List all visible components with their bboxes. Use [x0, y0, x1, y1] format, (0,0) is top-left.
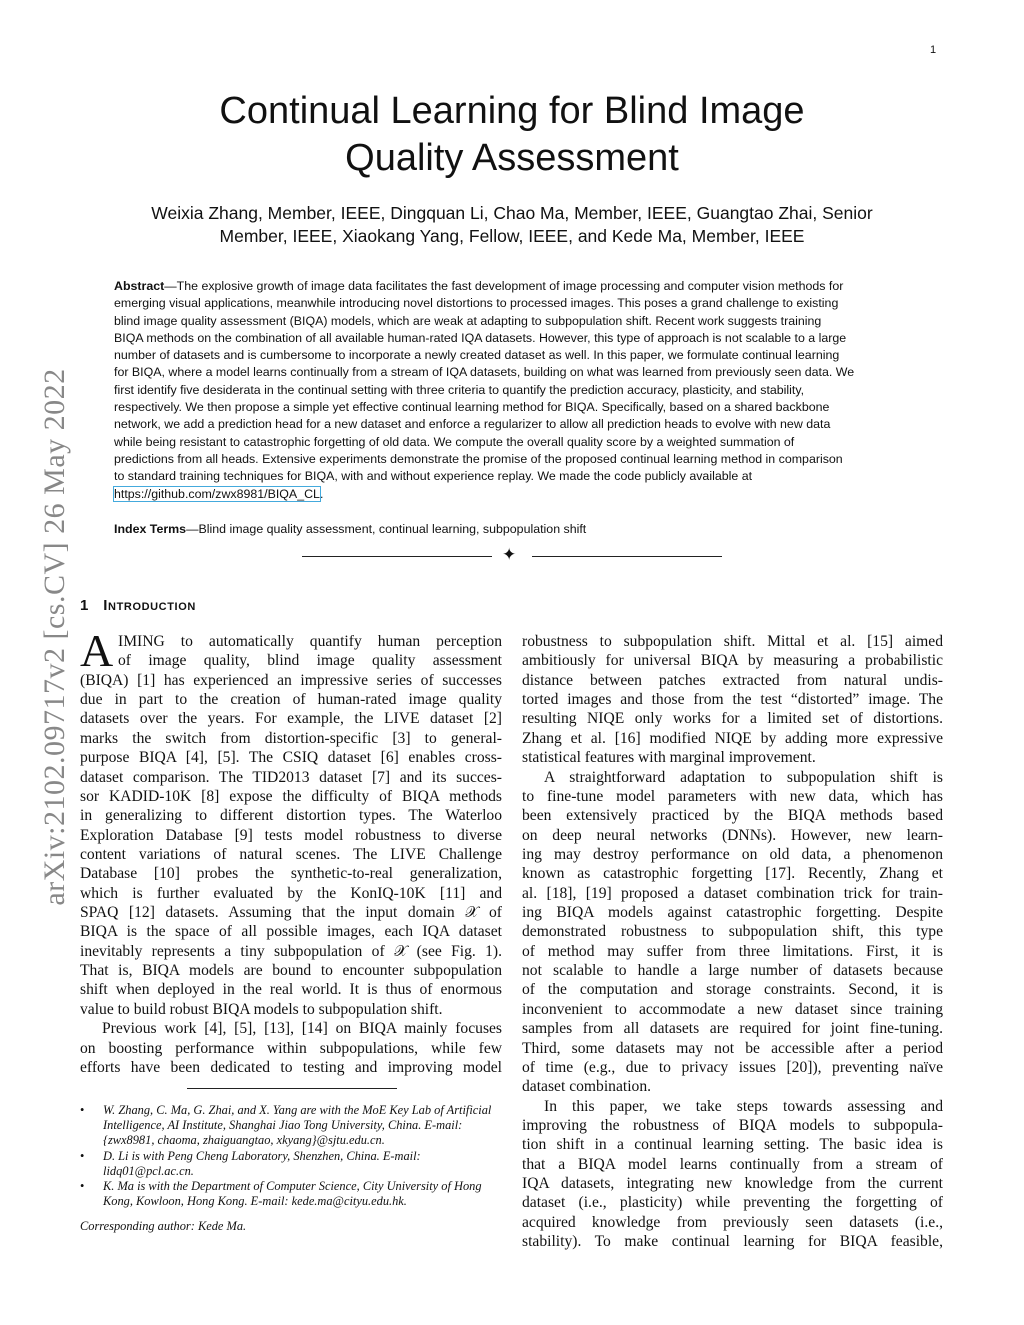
text-line: statistical features with marginal improvement. [522, 749, 816, 767]
text-line: not scalable to handle a large number of datasets because [522, 962, 943, 980]
text-line: Database [10] probes the synthetic-to-real generalization, [80, 865, 502, 883]
text-line: on boosting performance within subpopulations, while few [80, 1039, 502, 1057]
footnote-text: W. Zhang, C. Ma, G. Zhai, and X. Yang are with the MoE Key Lab of Artificial Intelligence, AI Institute, Shanghai Jiao Tong University, China. E-mail: {zwx8981, chaoma, zhaiguangtao, xkyang}@sjtu.edu.cn. [103, 1103, 492, 1148]
text-line: SPAQ [12] datasets. Assuming that the input domain 𝒳 of [80, 904, 502, 922]
footnote-text: K. Ma is with the Department of Computer Science, City University of Hong Kong, Kowloon, Hong Kong. E-mail: kede.ma@cityu.edu.hk. [103, 1179, 482, 1209]
text-line: inconvenient to accommodate a new dataset since training [522, 1000, 943, 1018]
text-line: efforts have been dedicated to testing and improving model [80, 1058, 502, 1076]
text-line: which is further evaluated by the KonIQ-10K [11] and [80, 884, 502, 902]
text-line: marks the switch from distortion-specific [3] to general- [80, 729, 502, 747]
index-terms-label: Index Terms [114, 522, 187, 536]
section-number: 1 [80, 597, 89, 614]
paper-title [100, 88, 924, 182]
text-line: on deep neural networks (DNNs). However, new learn- [522, 826, 943, 844]
abstract-line [114, 486, 914, 503]
abstract-line [114, 330, 914, 347]
abstract-text: blind image quality assessment (BIQA) models, which are weak at adapting to subpopulation shift. Recent work suggests training [114, 313, 822, 328]
abstract-text: while being resistant to catastrophic forgetting of old data. We compute the overall quality score by a weighted summation of [114, 434, 795, 449]
abstract [114, 278, 914, 503]
footnote-rule [187, 1088, 397, 1089]
abstract-line [114, 313, 914, 330]
divider-line [532, 556, 722, 557]
text-line: value to build robust BIQA models to subpopulation shift. [80, 1000, 443, 1018]
abstract-label: Abstract [114, 279, 165, 293]
text-line: IQA datasets, integrating new knowledge from the current [522, 1175, 943, 1193]
abstract-text: for BIQA, where a model learns continually from a stream of IQA datasets, building on what was learned from previously seen data. We [114, 365, 855, 380]
divider-line [302, 556, 492, 557]
text-line: dataset combination. [522, 1078, 652, 1096]
bullet-icon: • [80, 1148, 85, 1163]
text-line: (BIQA) [1] has experienced an impressive series of successes [80, 671, 502, 689]
text-line: sor KADID-10K [8] expose the difficulty of BIQA methods [80, 787, 502, 805]
text-line: al. [18], [19] proposed a dataset combination trick for train- [522, 884, 943, 902]
text-line: robustness to subpopulation shift. Mittal et al. [15] aimed [522, 633, 943, 650]
abstract-line [114, 399, 914, 416]
abstract-line [114, 364, 914, 381]
text-line: of method may suffer from three limitations. First, it is [522, 942, 943, 960]
text-line: ambitiously for universal BIQA by measuring a probabilistic [522, 652, 943, 670]
left-column [80, 632, 502, 1077]
footnote-text: D. Li is with Peng Cheng Laboratory, Shenzhen, China. E-mail: lidq01@pcl.ac.cn. [103, 1148, 421, 1178]
right-column [522, 632, 943, 1252]
abstract-line [114, 451, 914, 468]
abstract-text: —The explosive growth of image data facilitates the fast development of image processing and computer vision methods for [164, 279, 844, 293]
text-line: shift when deployed in the real world. It is thus of enormous [80, 981, 502, 999]
abstract-line [114, 347, 914, 364]
text-line: inevitably represents a tiny subpopulation of 𝒳 (see Fig. 1). [80, 942, 502, 960]
footnote-item [80, 1149, 505, 1179]
bullet-icon: • [80, 1103, 85, 1117]
text-line: datasets over the years. For example, the LIVE dataset [2] [80, 710, 502, 728]
text-line: Exploration Database [9] tests model robustness to diverse [80, 826, 502, 844]
text-line: of time (e.g., due to privacy issues [20]), preventing naïve [522, 1058, 943, 1076]
text-line: of the computation and storage constraints. Second, it is [522, 981, 943, 999]
text-line: ing may destroy performance on old data, a phenomenon [522, 845, 943, 863]
text-line: of image quality, blind image quality assessment [118, 652, 502, 670]
text-line: to fine-tune model parameters with new data, which has [522, 787, 943, 805]
text-line: In this paper, we take steps towards assessing and [544, 1097, 943, 1115]
abstract-text: network, we add a prediction head for a new dataset and enforce a regularizer to allow all prediction heads to evolve with new data [114, 417, 831, 432]
abstract-text: respectively. We then propose a simple yet effective continual learning method for BIQA. Specifically, based on a shared backbone [114, 400, 830, 415]
author-line: Member, IEEE, Xiaokang Yang, Fellow, IEEE, and Kede Ma, Member, IEEE [219, 226, 805, 246]
text-line: dataset (i.e., plasticity) while preventing the forgetting of [522, 1194, 943, 1212]
text-line: content variations of natural scenes. The LIVE Challenge [80, 845, 502, 863]
abstract-text: first identify five desiderata in the continual setting with three criteria to quantify the prediction accuracy, plasticity, and stability, [114, 382, 805, 397]
text-line: known as catastrophic forgetting [17]. Recently, Zhang et [522, 865, 943, 883]
title-line: Quality Assessment [345, 137, 679, 179]
abstract-line [114, 382, 914, 399]
text-line: Third, some datasets may not be accessible after a period [522, 1039, 943, 1057]
footnotes [80, 1103, 505, 1235]
text-line: That is, BIQA models are bound to encounter subpopulation [80, 962, 502, 980]
text-line: improving the robustness of BIQA models to subpopula- [522, 1116, 943, 1134]
abstract-line [114, 295, 914, 312]
text-line: samples from all datasets are required for joint fine-tuning. [522, 1020, 943, 1038]
footnote-item [80, 1103, 505, 1149]
text-line: stability). To make continual learning for BIQA feasible, [522, 1233, 943, 1251]
text-line: acquired knowledge from previously seen datasets (i.e., [522, 1213, 943, 1231]
abstract-text: to standard training techniques for BIQA, with and without experience replay. We made the code publicly available at [114, 469, 753, 484]
text-line: BIQA is the space of all possible images, each IQA dataset [80, 923, 502, 941]
index-terms-text: —Blind image quality assessment, continual learning, subpopulation shift [186, 522, 587, 536]
code-link[interactable]: https://github.com/zwx8981/BIQA_CL [114, 486, 320, 501]
abstract-line [114, 278, 914, 295]
text-line: Previous work [4], [5], [13], [14] on BIQA mainly focuses [102, 1020, 502, 1038]
text-line: demonstrated robustness to subpopulation shift, this type [522, 923, 943, 941]
footnote-item [80, 1179, 505, 1209]
text-line: due in part to the creation of human-rated image quality [80, 691, 502, 709]
abstract-line [114, 416, 914, 433]
text-line: purpose BIQA [4], [5]. The CSIQ dataset [6] enables cross- [80, 749, 502, 767]
author-list [110, 202, 914, 248]
abstract-text: BIQA methods on the combination of all available human-rated IQA datasets. However, this type of approach is not scalable to a large [114, 330, 847, 345]
text-line: ing BIQA models against catastrophic forgetting. Despite [522, 904, 943, 922]
text-line: tion shift in a continual learning setting. The basic idea is [522, 1136, 943, 1154]
drop-cap: A [80, 625, 114, 676]
text-line: Zhang et al. [16] modified NIQE by adding more expressive [522, 729, 943, 747]
text-line: torted images and those from the test “distorted” image. The [522, 691, 943, 709]
text-line: that a BIQA model learns continually from a stream of [522, 1155, 943, 1173]
title-line: Continual Learning for Blind Image [219, 90, 805, 132]
text-line: been extensively practiced by the BIQA methods based [522, 807, 943, 825]
abstract-text: number of datasets and is cumbersome to incorporate a newly created dataset as well. In this paper, we formulate continual learning [114, 348, 840, 363]
section-title: Introduction [103, 597, 196, 614]
index-terms [114, 522, 586, 536]
abstract-text: . [319, 486, 324, 501]
text-line: A straightforward adaptation to subpopulation shift is [544, 768, 943, 786]
bullet-icon: • [80, 1179, 85, 1194]
author-line: Weixia Zhang, Member, IEEE, Dingquan Li, Chao Ma, Member, IEEE, Guangtao Zhai, Senior [151, 203, 873, 223]
abstract-line [114, 468, 914, 485]
abstract-text: predictions from all heads. Extensive experiments demonstrate the promise of the proposed continual learning method in comparison [114, 451, 843, 466]
section-divider [302, 545, 722, 564]
corresponding-author: Corresponding author: Kede Ma. [80, 1219, 247, 1234]
arxiv-stamp: arXiv:2102.09717v2 [cs.CV] 26 May 2022 [38, 368, 71, 906]
abstract-text: emerging visual applications, meanwhile introducing novel distortions to processed images. This poses a grand challenge to existing [114, 296, 839, 311]
text-line: in generalizing to different distortion types. The Waterloo [80, 807, 502, 825]
text-line: distance between patches extracted from natural undis- [522, 671, 943, 689]
text-line: IMING to automatically quantify human perception [118, 633, 502, 650]
text-line: resulting NIQE only works for a limited set of distortions. [522, 710, 943, 728]
text-line: dataset comparison. The TID2013 dataset [7] and its succes- [80, 768, 502, 786]
star-icon: ✦ [502, 545, 517, 564]
abstract-line [114, 434, 914, 451]
section-heading [80, 597, 196, 614]
page-number: 1 [930, 44, 937, 56]
